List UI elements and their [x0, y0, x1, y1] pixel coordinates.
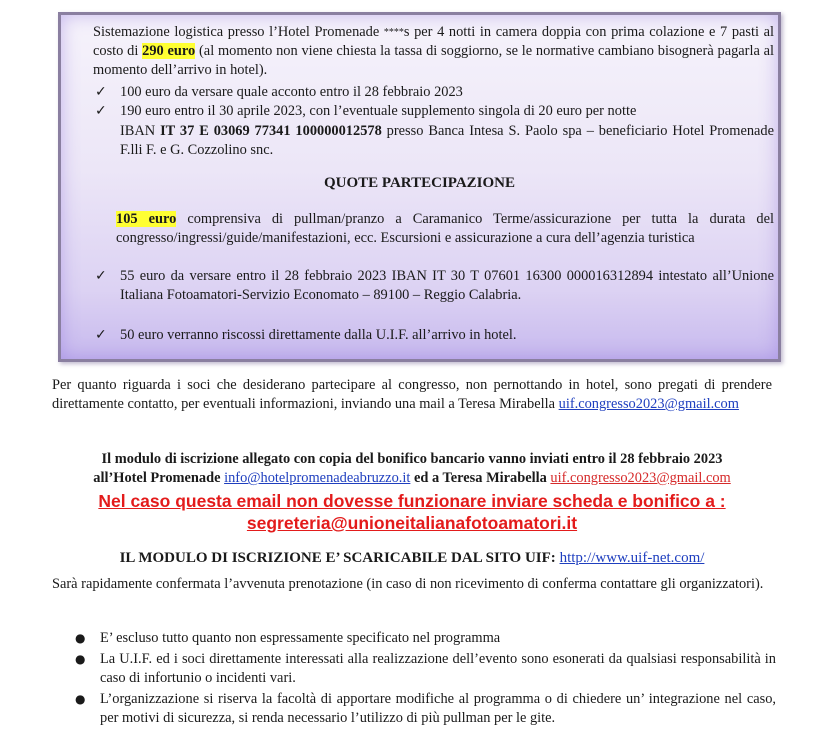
- check-item-balance: 190 euro entro il 30 aprile 2023, con l’eventuale supplemento singola di 20 euro per notte: [120, 103, 637, 119]
- congress-email-link[interactable]: uif.congresso2023@gmail.com: [558, 396, 739, 412]
- segreteria-email-link[interactable]: segreteria@unioneitalianafotoamatori.it: [246, 513, 578, 533]
- lodging-price: 290 euro: [142, 43, 196, 59]
- check-item-on-arrival: 50 euro verranno riscossi direttamente dalla U.I.F. all’arrivo in hotel.: [120, 327, 517, 343]
- bullet-item-changes: L’organizzazione si riserva la facoltà di apportare modifiche al programma o di chiedere un’ integrazione nel caso, per motivi di sicurezza, si renda necessario l’utilizzo di più pullman per le gite.: [100, 691, 776, 726]
- check-item-deposit: 100 euro da versare quale acconto entro il 28 febbraio 2023: [120, 84, 463, 100]
- lodging-paragraph: [93, 23, 774, 80]
- check-icon: ✓: [95, 84, 107, 100]
- hotel-iban: IBAN IT 37 E 03069 77341 100000012578 presso Banca Intesa S. Paolo spa – beneficiario Hotel Promenade F.lli F. e G. Cozzolino snc.: [120, 123, 774, 158]
- lodging-text-3: (al momento non viene chiesta la tassa di soggiorno, se le normative cambiano bisognerà pagarla al momento dell’arrivo in hotel).: [93, 43, 775, 78]
- registration-line-1: Il modulo di iscrizione allegato con copia del bonifico bancario vanno inviati entro il 28 febbraio 2023: [101, 451, 723, 467]
- quote-title: QUOTE PARTECIPAZIONE: [323, 175, 516, 191]
- members-paragraph: Per quanto riguarda i soci che desiderano partecipare al congresso, non pernottando in hotel, sono pregati di prendere direttamente contatto, per eventuali informazioni, inviando una mail a Teresa Mirabella uif.congresso2023@gmail.com: [52, 377, 772, 412]
- lodging-text-2: s per 4 notti in camera doppia con prima colazione e 7 pasti al costo di: [93, 24, 775, 59]
- bullet-icon: ●: [75, 692, 86, 706]
- download-line: IL MODULO DI ISCRIZIONE E’ SCARICABILE DAL SITO UIF: http://www.uif-net.com/: [119, 550, 705, 566]
- hotel-email-link[interactable]: info@hotelpromenadeabruzzo.it: [224, 470, 411, 486]
- uif-site-link[interactable]: http://www.uif-net.com/: [559, 550, 705, 566]
- bullet-item-liability: La U.I.F. ed i soci direttamente interessati alla realizzazione dell’evento sono esonerati da qualsiasi responsabilità in caso di infortunio o incidenti vari.: [100, 651, 776, 686]
- registration-line-2: all’Hotel Promenade info@hotelpromenadeabruzzo.it ed a Teresa Mirabella uif.congresso2023@gmail.com: [93, 470, 731, 486]
- check-icon: ✓: [95, 327, 107, 343]
- bullet-item-excluded: E’ escluso tutto quanto non espressamente specificato nel programma: [100, 630, 501, 646]
- lodging-text-1: Sistemazione logistica presso l’Hotel Promenade: [93, 24, 384, 40]
- hotel-stars: ****: [383, 27, 404, 38]
- quote-price: 105 euro: [116, 211, 177, 227]
- check-item-uif-payment: 55 euro da versare entro il 28 febbraio 2023 IBAN IT 30 T 07601 16300 000016312894 intestato all’Unione Italiana Fotoamatori-Servizio Economato – 89100 – Reggio Calabria.: [120, 268, 774, 303]
- teresa-email-link[interactable]: uif.congresso2023@gmail.com: [550, 470, 731, 486]
- quote-paragraph: 105 euro comprensiva di pullman/pranzo a Caramanico Terme/assicurazione per tutta la durata del congresso/ingressi/guide/manifestazioni, ecc. Escursioni e assicurazione a cura dell’agenzia turistica: [116, 211, 774, 246]
- bullet-icon: ●: [75, 631, 86, 645]
- check-icon: ✓: [95, 103, 107, 119]
- check-icon: ✓: [95, 268, 107, 284]
- alert-line-1: Nel caso questa email non dovesse funzionare inviare scheda e bonifico a :: [98, 491, 726, 511]
- bullet-icon: ●: [75, 652, 86, 666]
- iban-code: IT 37 E 03069 77341 100000012578: [160, 123, 382, 139]
- confirmation-paragraph: Sarà rapidamente confermata l’avvenuta prenotazione (in caso di non ricevimento di conferma contattare gli organizzatori).: [52, 576, 764, 592]
